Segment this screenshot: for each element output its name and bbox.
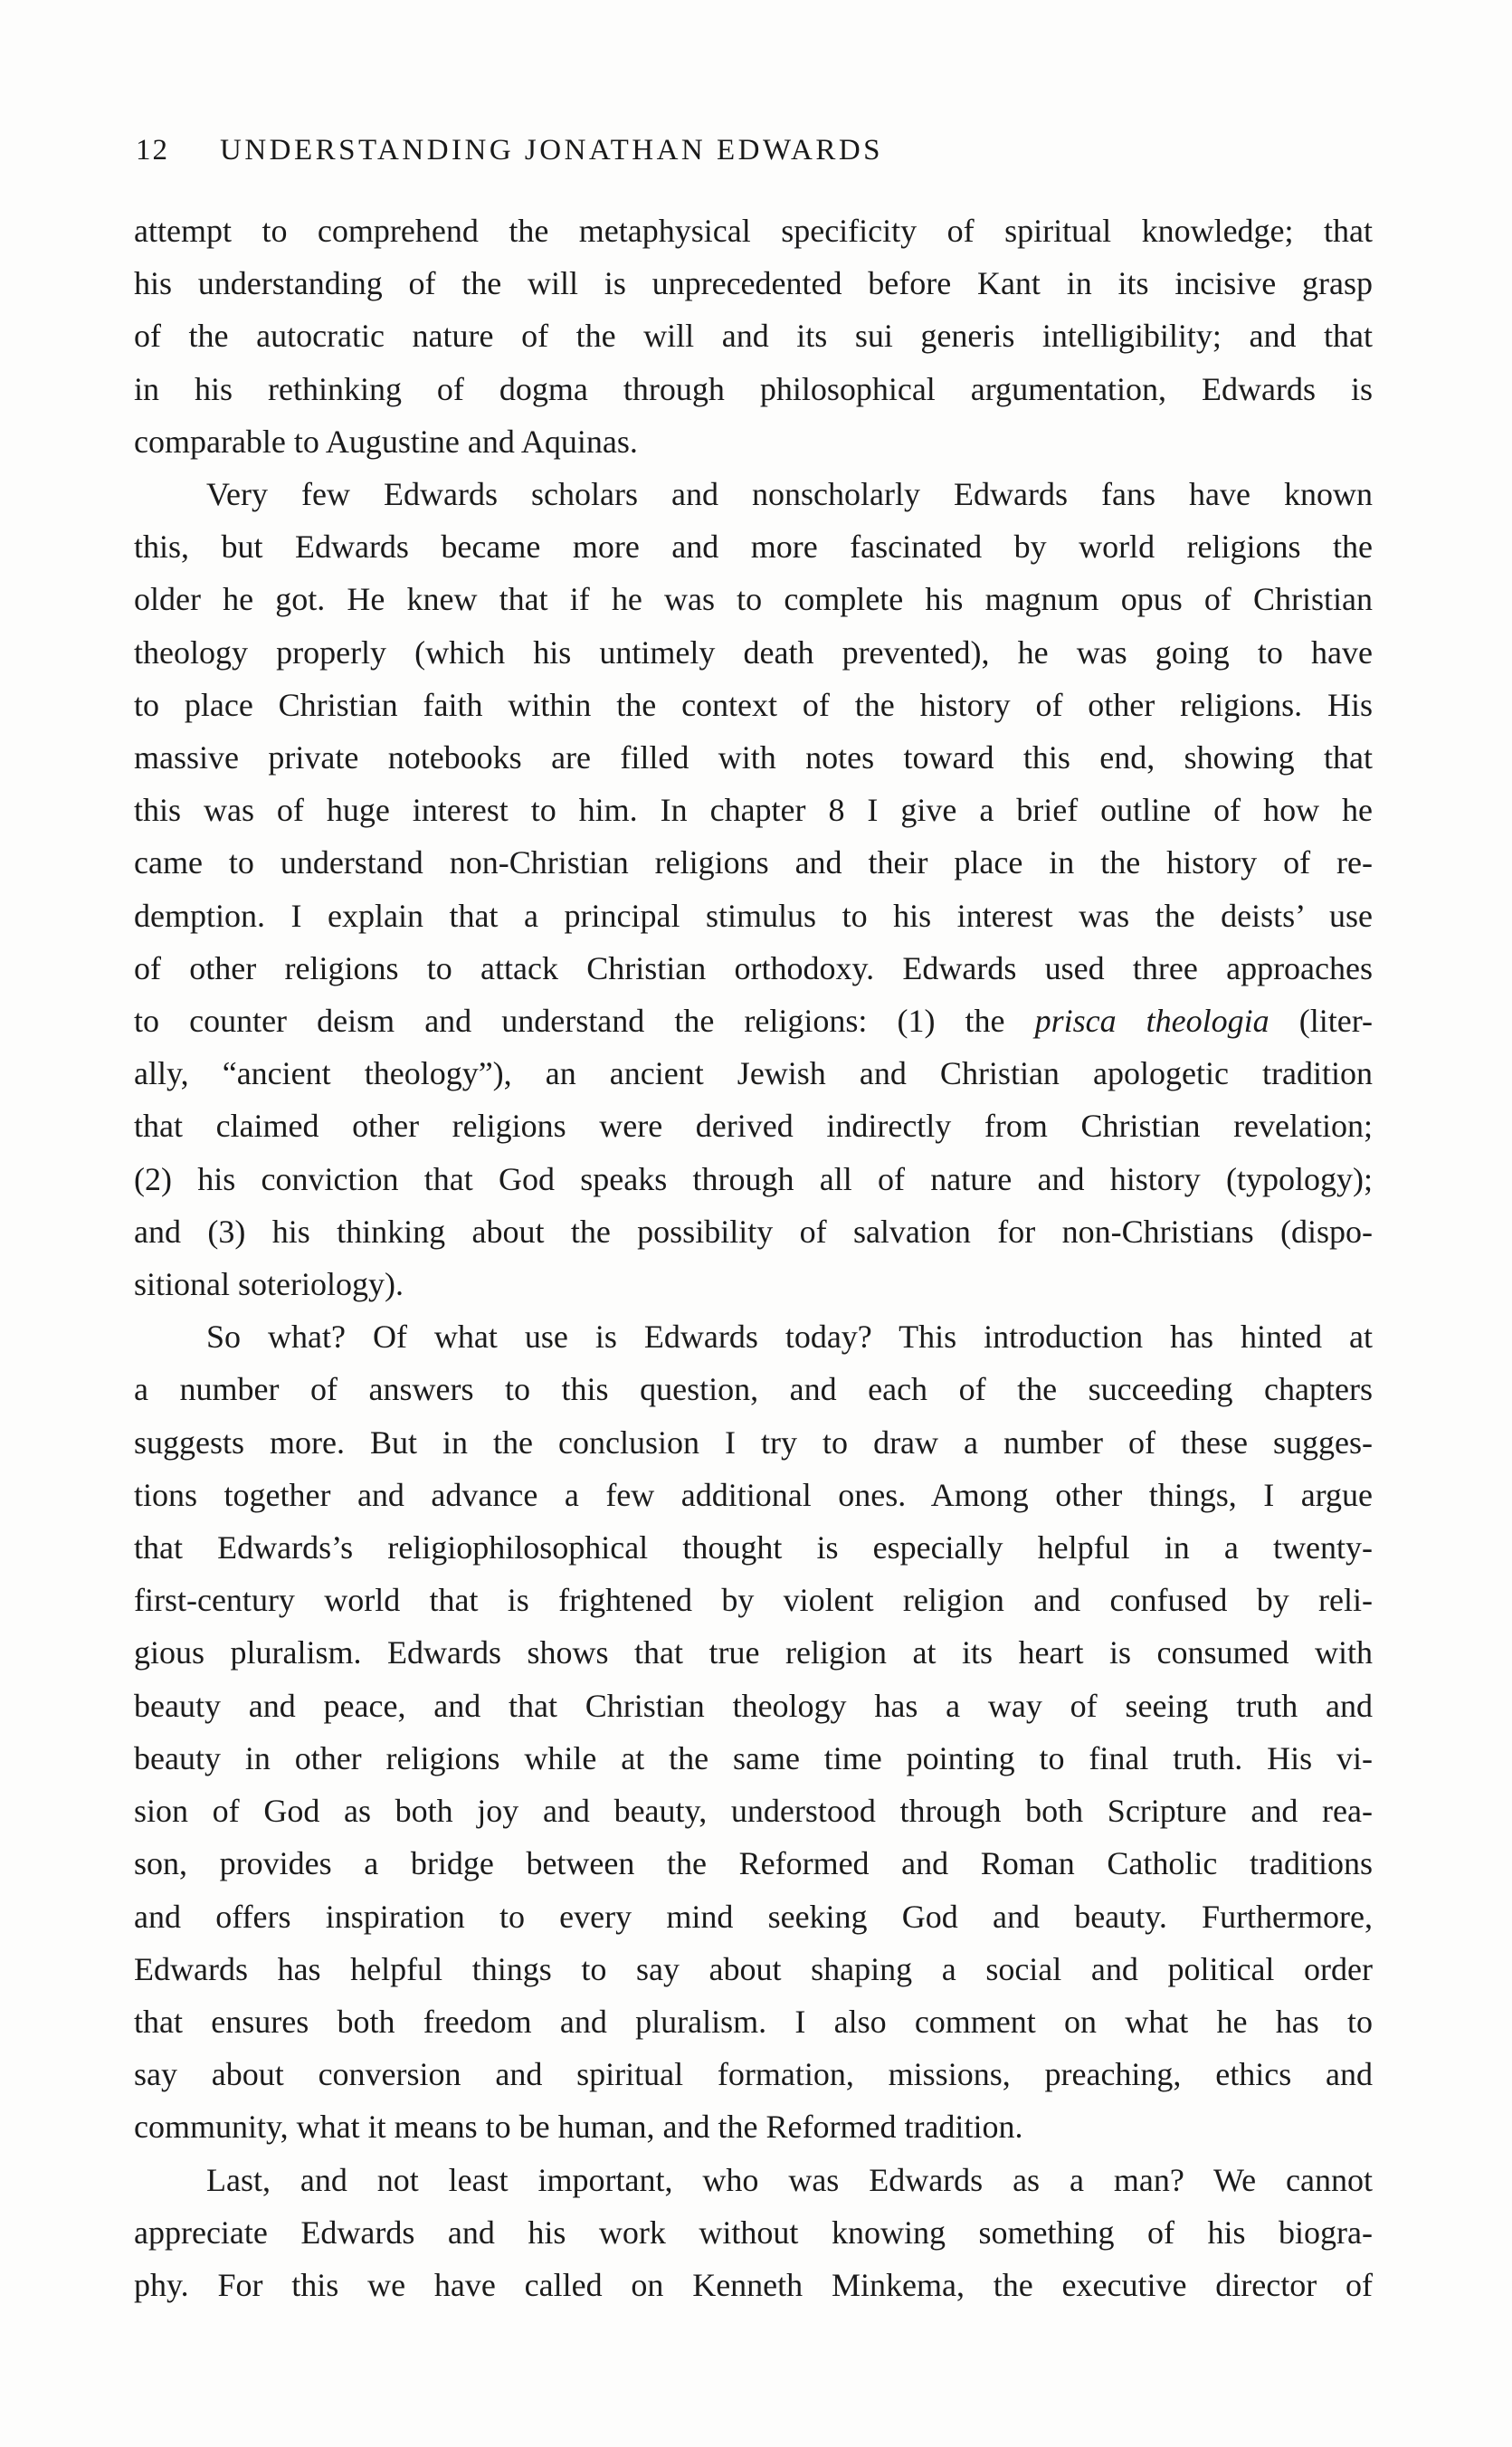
text-line: phy. For this we have called on Kenneth Minkema, the executive director of <box>134 2266 1373 2303</box>
text-line: and offers inspiration to every mind seeking God and beauty. Furthermore, <box>134 1898 1373 1935</box>
text-line: (2) his conviction that God speaks through all of nature and history (typology); <box>134 1160 1373 1197</box>
text-line: that ensures both freedom and pluralism. I also comment on what he has to <box>134 2003 1373 2040</box>
text-line: attempt to comprehend the metaphysical specificity of spiritual knowledge; that <box>134 213 1373 249</box>
running-head-title: UNDERSTANDING JONATHAN EDWARDS <box>220 134 884 167</box>
text-line: beauty and peace, and that Christian theology has a way of seeing truth and <box>134 1687 1373 1724</box>
text-line: Very few Edwards scholars and nonscholarly Edwards fans have known <box>206 476 1373 513</box>
text-line: comparable to Augustine and Aquinas. <box>134 423 638 460</box>
running-header <box>136 132 883 168</box>
text-line: community, what it means to be human, and the Reformed tradition. <box>134 2109 1023 2146</box>
text-line: son, provides a bridge between the Reformed and Roman Catholic traditions <box>134 1845 1373 1882</box>
text-line: appreciate Edwards and his work without knowing something of his biogra- <box>134 2214 1373 2251</box>
text-line: So what? Of what use is Edwards today? This introduction has hinted at <box>206 1319 1373 1356</box>
text-line: came to understand non-Christian religions and their place in the history of re- <box>134 844 1373 881</box>
text-line: sitional soteriology). <box>134 1266 404 1303</box>
text-line: Edwards has helpful things to say about shaping a social and political order <box>134 1950 1373 1987</box>
body-text <box>134 205 1373 2311</box>
text-line: this, but Edwards became more and more fascinated by world religions the <box>134 528 1373 566</box>
text-line: in his rethinking of dogma through philosophical argumentation, Edwards is <box>134 370 1373 407</box>
text-line: of other religions to attack Christian orthodoxy. Edwards used three approaches <box>134 949 1373 986</box>
text-line: and (3) his thinking about the possibility of salvation for non-Christians (dispo- <box>134 1213 1373 1250</box>
text-line: Last, and not least important, who was Edwards as a man? We cannot <box>206 2161 1373 2198</box>
text-line: beauty in other religions while at the same time pointing to final truth. His vi- <box>134 1739 1373 1776</box>
text-line: gious pluralism. Edwards shows that true religion at its heart is consumed with <box>134 1634 1373 1671</box>
text-line: first-century world that is frightened by violent religion and confused by reli- <box>134 1582 1373 1619</box>
text-line: a number of answers to this question, and each of the succeeding chapters <box>134 1371 1373 1408</box>
text-line: suggests more. But in the conclusion I try to draw a number of these sugges- <box>134 1423 1373 1461</box>
text-line: demption. I explain that a principal stimulus to his interest was the deists’ use <box>134 897 1373 934</box>
text-line: theology properly (which his untimely death prevented), he was going to have <box>134 633 1373 671</box>
text-line: this was of huge interest to him. In chapter 8 I give a brief outline of how he <box>134 792 1373 829</box>
text-line: his understanding of the will is unprecedented before Kant in its incisive grasp <box>134 265 1373 302</box>
text-line: ally, “ancient theology”), an ancient Jewish and Christian apologetic tradition <box>134 1055 1373 1092</box>
text-line: massive private notebooks are filled with notes toward this end, showing that <box>134 739 1373 776</box>
text-line: tions together and advance a few additional ones. Among other things, I argue <box>134 1476 1373 1513</box>
text-line: to place Christian faith within the context of the history of other religions. His <box>134 686 1373 723</box>
text-line: of the autocratic nature of the will and its sui generis intelligibility; and that <box>134 318 1373 355</box>
text-line: that Edwards’s religiophilosophical thought is especially helpful in a twenty- <box>134 1529 1373 1566</box>
text-line: to counter deism and understand the religions: (1) the prisca theologia (liter- <box>134 1003 1373 1040</box>
text-line: older he got. He knew that if he was to complete his magnum opus of Christian <box>134 581 1373 618</box>
text-line: sion of God as both joy and beauty, understood through both Scripture and rea- <box>134 1793 1373 1830</box>
text-line: that claimed other religions were derived indirectly from Christian revelation; <box>134 1108 1373 1145</box>
page-number: 12 <box>136 134 169 167</box>
text-line: say about conversion and spiritual formation, missions, preaching, ethics and <box>134 2056 1373 2093</box>
